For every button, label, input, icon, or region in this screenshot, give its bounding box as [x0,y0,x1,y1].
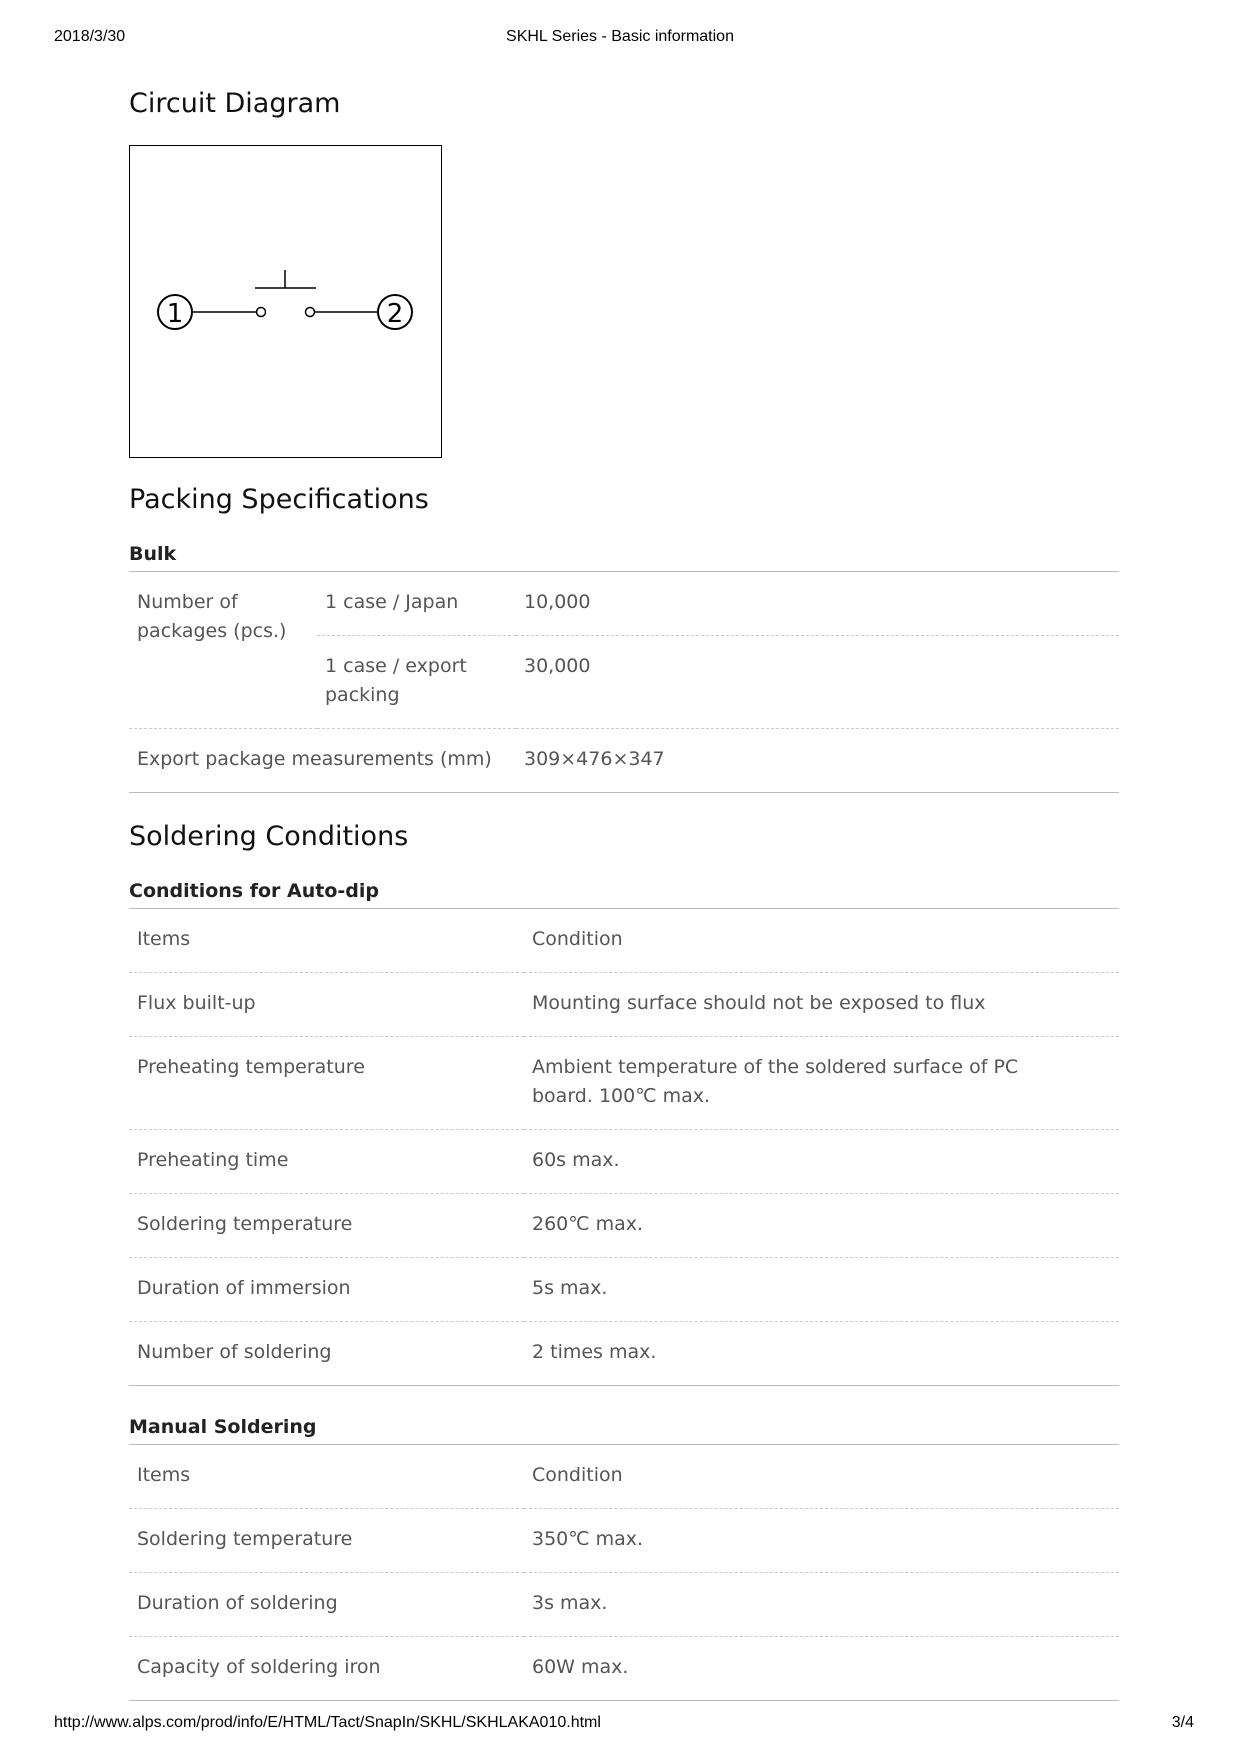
circuit-diagram [129,145,442,458]
page-number: 3/4 [1171,1714,1194,1731]
packing-table [129,572,1119,793]
condition-cell: 60s max. [524,1130,1119,1194]
terminal-1-label: 1 [166,299,184,329]
item-cell: Preheating time [129,1130,524,1194]
table-row [129,909,1119,973]
condition-cell: 2 times max. [524,1322,1119,1386]
packing-specifications-heading: Packing Specifications [129,484,429,515]
item-cell: Flux built-up [129,973,524,1037]
condition-cell: Mounting surface should not be exposed to flux [524,973,1119,1037]
table-row [129,1130,1119,1194]
bulk-subheading: Bulk [129,543,1119,572]
condition-cell: 260℃ max. [524,1194,1119,1258]
item-cell: Soldering temperature [129,1194,524,1258]
item-cell: Number of soldering [129,1322,524,1386]
table-row [129,1258,1119,1322]
condition-cell: 3s max. [524,1573,1119,1637]
item-cell: Soldering temperature [129,1509,524,1573]
condition-cell: Ambient temperature of the soldered surface of PC board. 100℃ max. [524,1037,1119,1130]
table-row [129,973,1119,1037]
case-label: 1 case / Japan [325,591,459,613]
table-row [129,1194,1119,1258]
manual-soldering-subheading: Manual Soldering [129,1416,1119,1445]
condition-cell: Condition [532,928,623,950]
soldering-conditions-heading: Soldering Conditions [129,821,409,852]
case-value: 30,000 [516,636,1119,729]
item-cell: Duration of soldering [129,1573,524,1637]
terminal-2-label: 2 [386,299,404,329]
item-cell: Items [137,928,191,950]
table-row [129,1509,1119,1573]
autodip-subheading: Conditions for Auto-dip [129,880,1119,909]
measure-value: 309×476×347 [516,729,1119,793]
condition-cell: Condition [532,1464,623,1486]
main-content [129,88,1119,1701]
item-cell: Capacity of soldering iron [129,1637,524,1701]
page-url: http://www.alps.com/prod/info/E/HTML/Tact/SnapIn/SKHL/SKHLAKA010.html [54,1714,601,1731]
table-row [129,1573,1119,1637]
table-row [129,572,1119,636]
item-cell: Duration of immersion [129,1258,524,1322]
print-header [0,28,1240,52]
packages-label: Number of packages (pcs.) [137,591,287,642]
case-value: 10,000 [524,591,591,613]
item-cell: Items [137,1464,191,1486]
print-date: 2018/3/30 [54,28,126,45]
circuit-diagram-heading: Circuit Diagram [129,88,341,119]
condition-cell: 350℃ max. [524,1509,1119,1573]
manual-table [129,1445,1119,1701]
measure-label: Export package measurements (mm) [129,729,516,793]
case-label: 1 case / export packing [317,636,516,729]
table-row [129,1445,1119,1509]
print-title: SKHL Series - Basic information [506,28,734,45]
table-row [129,1322,1119,1386]
condition-cell: 5s max. [524,1258,1119,1322]
condition-cell: 60W max. [524,1637,1119,1701]
switch-schematic-icon [130,146,440,456]
table-row [129,729,1119,793]
table-row [129,1637,1119,1701]
item-cell: Preheating temperature [129,1037,524,1130]
autodip-table [129,909,1119,1386]
print-footer [0,1714,1240,1738]
table-row [129,1037,1119,1130]
